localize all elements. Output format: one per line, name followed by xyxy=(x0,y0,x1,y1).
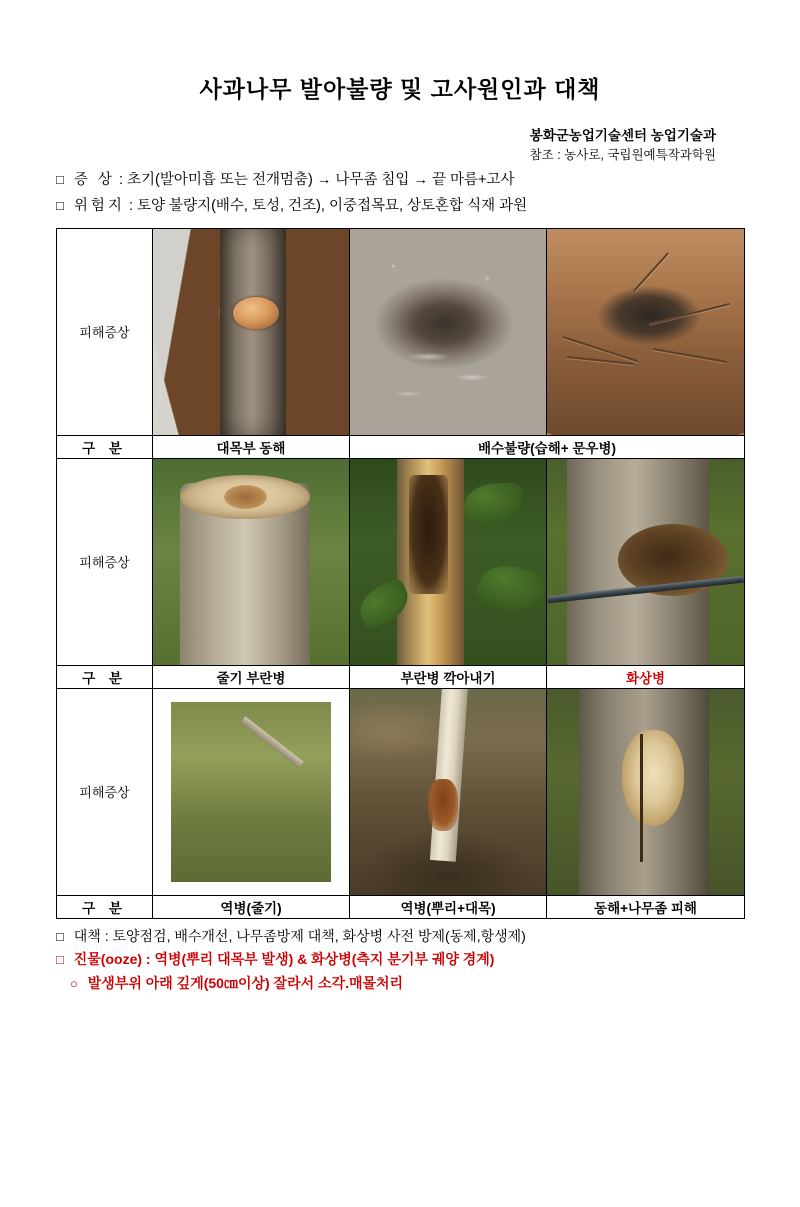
table-row xyxy=(57,688,745,895)
symptom-label: 증 상 xyxy=(73,171,115,188)
table-row xyxy=(57,228,745,435)
caption-cell: 줄기 부란병 xyxy=(153,665,350,688)
countermeasure-text: 대책 : 토양점검, 배수개선, 나무좀방제 대책, 화상병 사전 방제(동제,항생제) xyxy=(73,927,526,944)
photo-image xyxy=(153,459,349,665)
branch-sub xyxy=(240,716,303,768)
caption-cell: 배수불량(습해+ 문우병) xyxy=(350,435,745,458)
root-strand xyxy=(653,348,727,363)
org-name: 봉화군농업기술센터 농업기술과 xyxy=(529,127,716,143)
photo-image xyxy=(171,702,331,882)
table-caption-row xyxy=(57,665,745,688)
photo-trunk-graft-frost-damage xyxy=(153,228,350,435)
risk-text: : 토양 불량지(배수, 토성, 건조), 이중접목묘, 상토혼합 식재 과원 xyxy=(128,198,528,215)
row-label-symptom: 피해증상 xyxy=(57,688,153,895)
photo-image xyxy=(547,689,744,895)
ooze-line xyxy=(56,948,744,972)
risk-label: 위험지 xyxy=(73,198,125,215)
frost-damage-patch xyxy=(622,730,684,826)
symptom-line xyxy=(56,169,744,191)
photo-canker-scraping xyxy=(350,458,547,665)
square-bullet-icon: □ xyxy=(56,952,64,968)
row-label-symptom: 피해증상 xyxy=(57,458,153,665)
caption-cell: 부란병 깍아내기 xyxy=(350,665,547,688)
photo-image xyxy=(547,459,744,665)
circle-bullet-icon: ○ xyxy=(70,976,78,992)
caption-cell: 대목부 동해 xyxy=(153,435,350,458)
photo-image xyxy=(350,459,546,665)
root-strand xyxy=(649,303,730,325)
photo-image xyxy=(547,229,744,435)
table-caption-row xyxy=(57,895,745,918)
caption-cell: 역병(줄기) xyxy=(153,895,350,918)
row-label-symptom: 피해증상 xyxy=(57,228,153,435)
removal-text: 발생부위 아래 깊게(50㎝이상) 잘라서 소각.매몰처리 xyxy=(87,975,404,992)
rootstock-lesion xyxy=(428,779,458,831)
removal-line xyxy=(56,972,744,996)
footer-block xyxy=(56,925,744,996)
caption-cell: 역병(뿌리+대목) xyxy=(350,895,547,918)
reference-line: 참조 : 농사로, 국립원예특작과학원 xyxy=(529,147,716,162)
square-bullet-icon: □ xyxy=(56,928,64,944)
symptom-table xyxy=(56,228,745,919)
branch xyxy=(171,751,331,809)
rootstock-stem xyxy=(430,689,468,863)
photo-image xyxy=(350,229,546,435)
photo-phytophthora-branch xyxy=(153,688,350,895)
symptom-text: : 초기(발아미흡 또는 전개멈춤) → 나무좀 침입 → 끝 마름+고사 xyxy=(118,171,515,188)
countermeasure-line xyxy=(56,925,744,949)
leaf xyxy=(464,483,522,523)
bark-crack xyxy=(640,734,643,862)
photo-image xyxy=(153,229,349,435)
photo-fire-blight-trunk xyxy=(547,458,745,665)
square-bullet-icon: □ xyxy=(56,171,64,187)
root-strand xyxy=(633,253,669,292)
photo-frost-and-bark-beetle xyxy=(547,688,745,895)
caption-cell: 동해+나무좀 피해 xyxy=(547,895,745,918)
photo-phytophthora-root-rootstock xyxy=(350,688,547,895)
org-block xyxy=(56,126,744,165)
heartwood-discoloration xyxy=(224,485,267,509)
risk-line xyxy=(56,195,744,217)
canker-lesion xyxy=(409,475,448,594)
table-caption-row xyxy=(57,435,745,458)
photo-trunk-valsa-canker xyxy=(153,458,350,665)
square-bullet-icon: □ xyxy=(56,198,64,214)
wound-area xyxy=(233,297,279,329)
leaf xyxy=(353,577,415,632)
caption-label: 구 분 xyxy=(57,665,153,688)
photo-damaged-roots xyxy=(547,228,745,435)
page-title: 사과나무 발아불량 및 고사원인과 대책 xyxy=(199,76,601,102)
ooze-text: 진물(ooze) : 역병(뿌리 대목부 발생) & 화상병(측지 분기부 궤양 경계) xyxy=(73,951,495,968)
photo-poorly-drained-soil xyxy=(350,228,547,435)
caption-label: 구 분 xyxy=(57,435,153,458)
caption-label: 구 분 xyxy=(57,895,153,918)
photo-image xyxy=(350,689,546,895)
table-row xyxy=(57,458,745,665)
caption-cell-highlight: 화상병 xyxy=(547,665,745,688)
document-page xyxy=(0,76,800,1207)
leaf xyxy=(474,556,546,619)
